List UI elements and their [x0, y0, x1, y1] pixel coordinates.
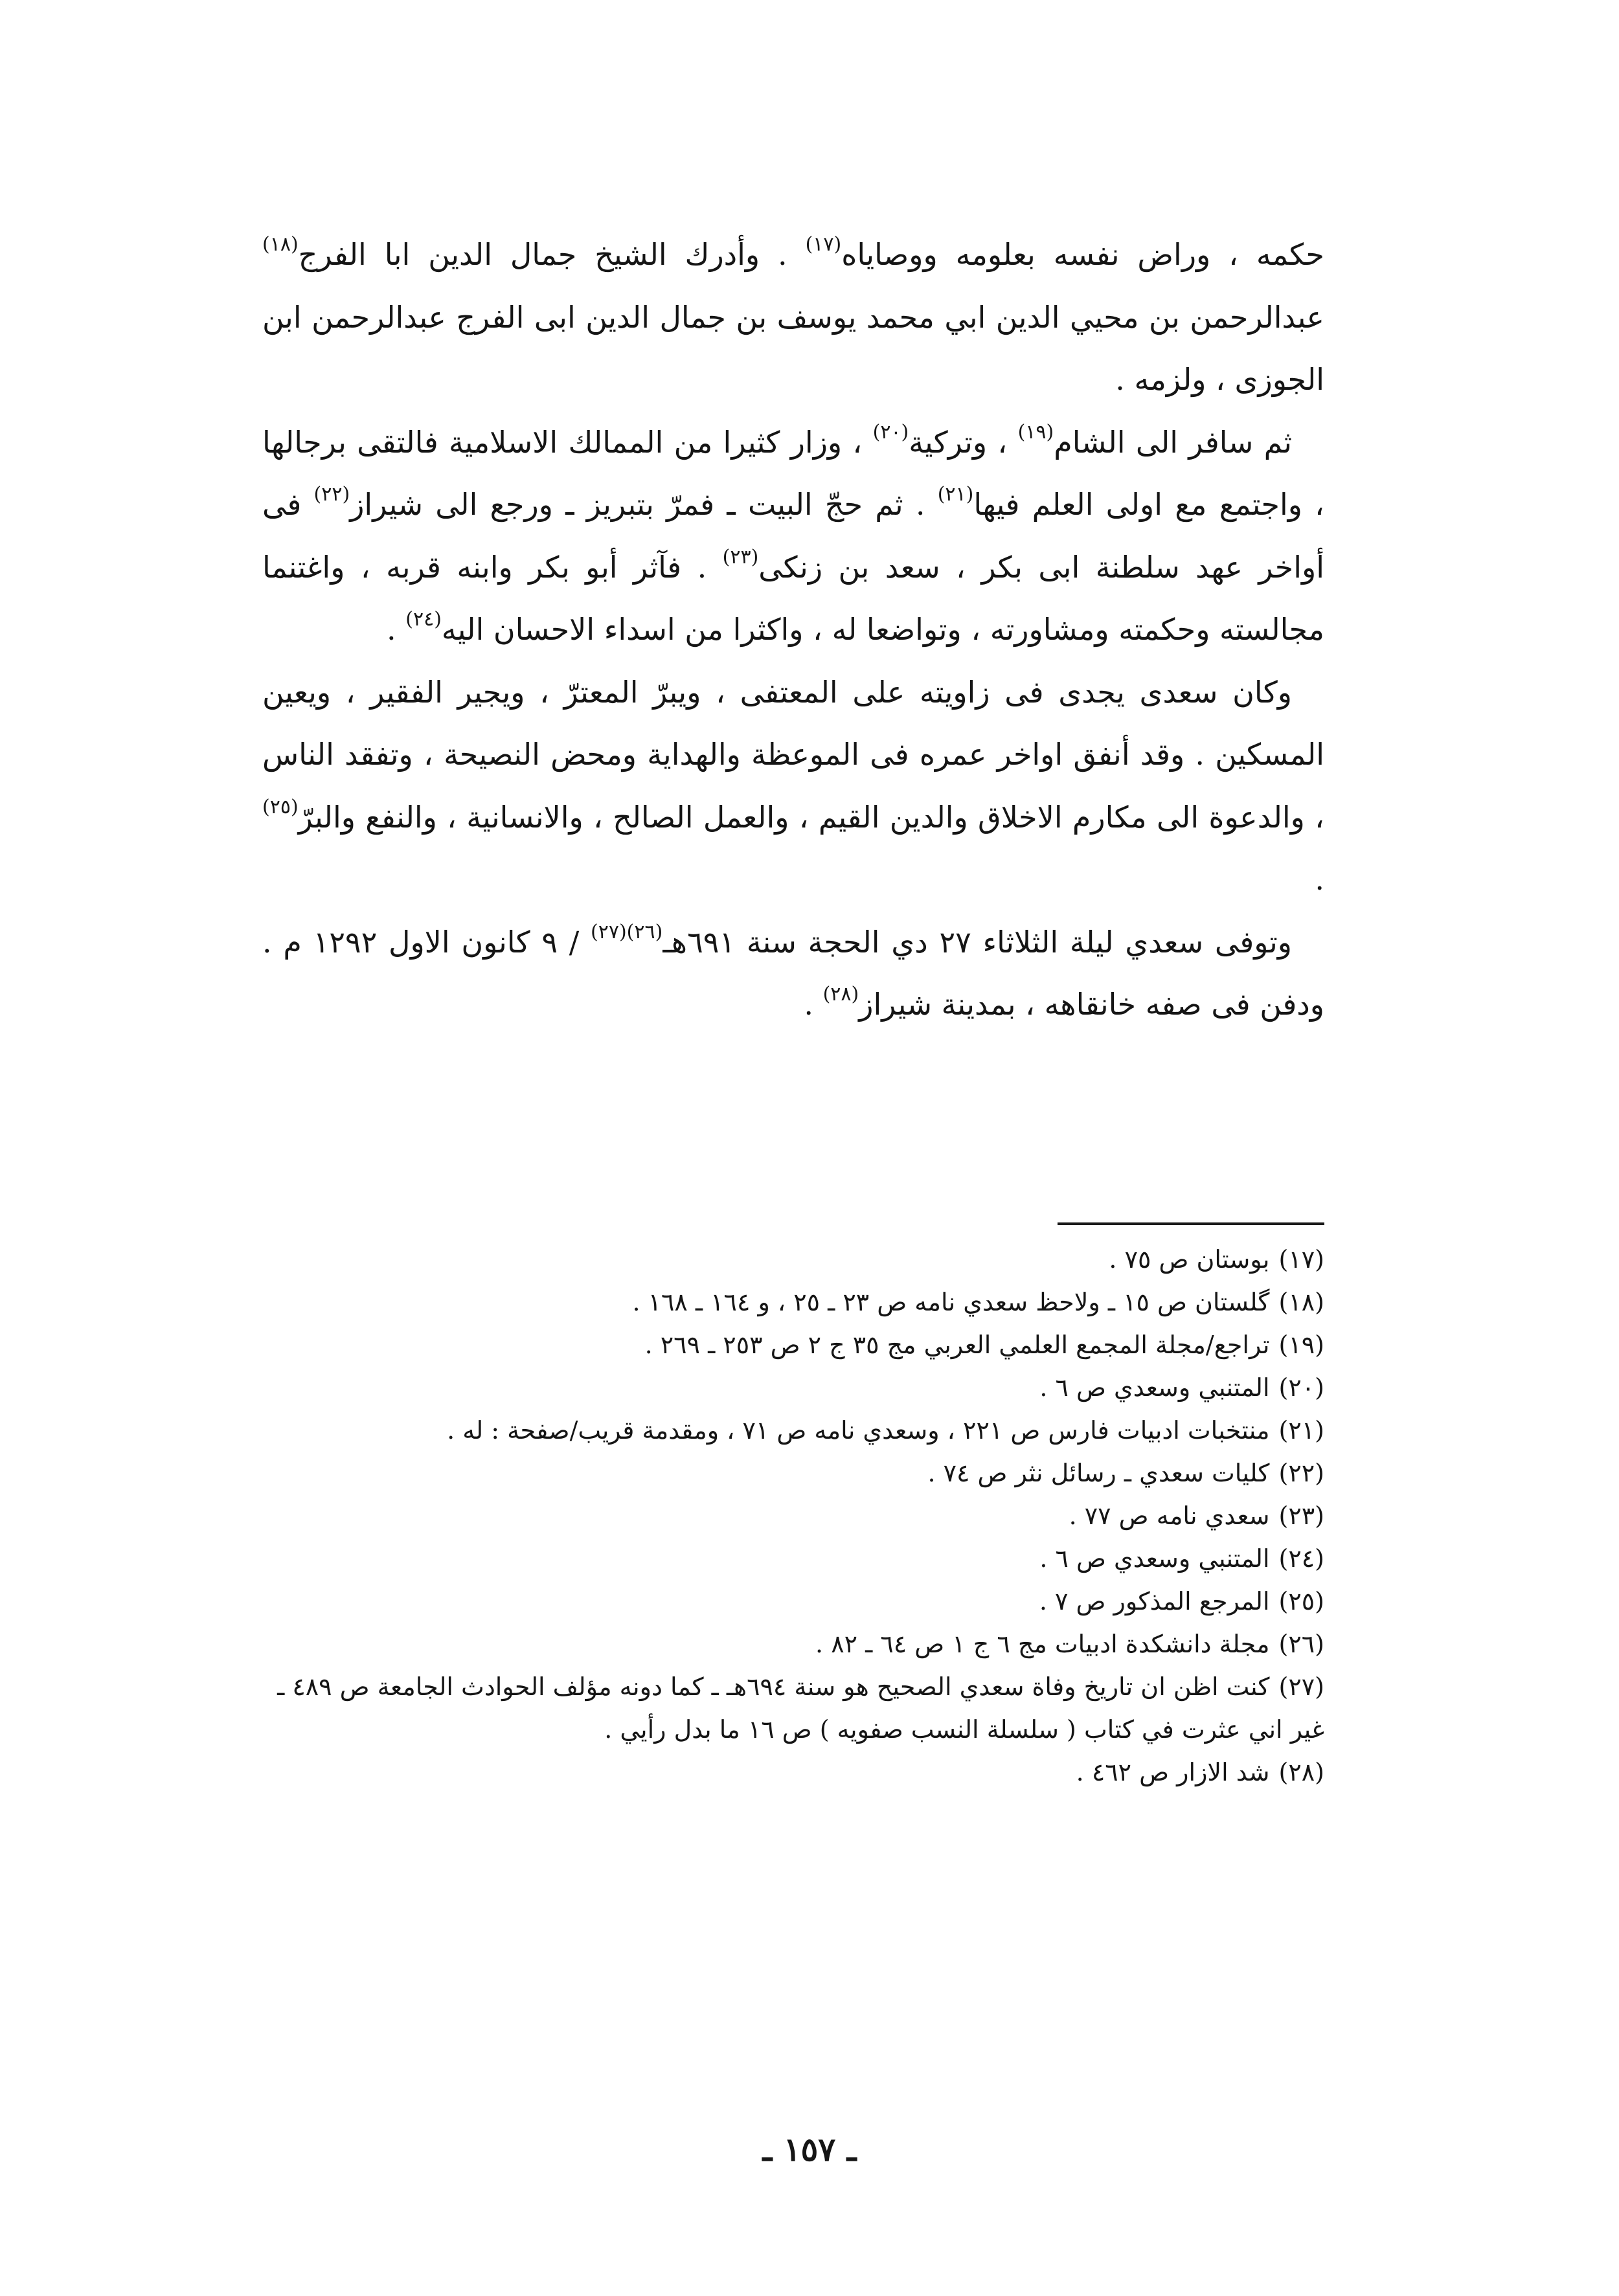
body-paragraph	[262, 411, 1324, 661]
body-text-run: وكان سعدى يجدى فى زاويته على المعتفى ، ويبرّ المعترّ ، ويجير الفقير ، ويعين المسكين . وقد أنفق اواخر عمره فى الموعظة والهداية ومحض النصيحة ، وتفقد الناس ، والدعوة الى مكارم الاخلاق والدين القيم ، والعمل الصالح ، والانسانية ، والنفع والبرّ	[262, 674, 1324, 835]
body-paragraph	[262, 661, 1324, 911]
footnote-reference: (٢٣)	[722, 545, 759, 568]
footnote-text: المتنبي وسعدي ص ٦ .	[1039, 1373, 1270, 1402]
footnote	[262, 1452, 1324, 1494]
footnote	[262, 1238, 1324, 1281]
footnote-text: منتخبات ادبيات فارس ص ٢٢١ ، وسعدي نامه ص ٧١ ، ومقدمة قريب/صفحة : له .	[447, 1416, 1270, 1445]
body-paragraph	[262, 911, 1324, 1036]
footnote-reference: (٢٥)	[262, 795, 299, 818]
footnote	[262, 1751, 1324, 1794]
footnote-number: (٢١)	[1278, 1416, 1324, 1445]
body-text-run: / ٩ كانون الاول ١٢٩٢ م . ودفن فى صفه خانقاهه ، بمدينة شيراز	[262, 924, 1324, 1022]
footnote-reference: (٢٠)	[872, 420, 909, 444]
footnote-text: شد الازار ص ٤٦٢ .	[1076, 1758, 1270, 1786]
footnotes-section	[262, 1238, 1324, 1794]
footnote-number: (٢٥)	[1278, 1587, 1324, 1615]
footnote-number: (٢٧)	[1278, 1672, 1324, 1701]
footnote	[262, 1665, 1324, 1751]
body-text-run: عبدالرحمن بن محيي الدين ابي محمد يوسف بن جمال الدين ابى الفرج عبدالرحمن ابن الجوزى ، ولزمه .	[262, 299, 1324, 397]
footnote-text: گلستان ص ١٥ ـ ولاحظ سعدي نامه ص ٢٣ ـ ٢٥ ، و ١٦٤ ـ ١٦٨ .	[632, 1288, 1270, 1316]
footnote-number: (٢٤)	[1278, 1544, 1324, 1573]
footnote-number: (١٧)	[1278, 1245, 1324, 1274]
footnote-number: (٢٣)	[1278, 1502, 1324, 1530]
footnote-text: تراجع/مجلة المجمع العلمي العربي مج ٣٥ ج ٢ ص ٢٥٣ ـ ٢٦٩ .	[644, 1331, 1270, 1359]
footnote-reference: (٢٨)	[822, 983, 859, 1006]
body-text-run: ، وزار كثيرا من الممالك الاسلامية فالتقى برجالها ، واجتمع مع اولى العلم فيها	[262, 424, 1324, 522]
footnote-text: مجلة دانشكدة ادبيات مج ٦ ج ١ ص ٦٤ ـ ٨٢ .	[815, 1630, 1270, 1658]
footnote-text: سعدي نامه ص ٧٧ .	[1069, 1502, 1270, 1530]
footnote-number: (٢٦)	[1278, 1630, 1324, 1658]
footnote	[262, 1366, 1324, 1409]
body-text-run: . ثم حجّ البيت ـ فمرّ بتبريز ـ ورجع الى شيراز	[350, 487, 938, 522]
footnote-text: بوستان ص ٧٥ .	[1109, 1245, 1270, 1274]
body-text-run: . فآثر أبو بكر وابنه قربه ، واغتنما مجالسته وحكمته ومشاورته ، وتواضعا له ، واكثرا من اسداء الاحسان اليه	[262, 549, 1324, 647]
footnote-reference: (٢١)	[937, 483, 974, 506]
footnote	[262, 1323, 1324, 1366]
footnote-number: (٢٠)	[1278, 1373, 1324, 1402]
footnote-reference: (١٨)	[262, 233, 299, 256]
footnote	[262, 1537, 1324, 1580]
footnote-text: المرجع المذكور ص ٧ .	[1039, 1587, 1270, 1615]
footnote-text: كليات سعدي ـ رسائل نثر ص ٧٤ .	[927, 1459, 1270, 1487]
body-text-run: .	[1315, 862, 1324, 897]
body-text-run: فى أواخر عهد سلطنة ابى بكر ، سعد بن زنكى	[262, 487, 1324, 585]
footnote-text: المتنبي وسعدي ص ٦ .	[1039, 1544, 1270, 1573]
footnote	[262, 1623, 1324, 1665]
body-text-run: .	[387, 612, 406, 647]
footnote	[262, 1409, 1324, 1452]
footnote-reference: (١٧)	[805, 233, 842, 256]
footnote-text: كنت اظن ان تاريخ وفاة سعدي الصحيح هو سنة ٦٩٤هـ ـ كما دونه مؤلف الحوادث الجامعة ص ٤٨٩ ـ غير اني عثرت في كتاب ( سلسلة النسب صفويه ) ص ١٦ ما بدل رأيي .	[277, 1672, 1324, 1744]
footnote-separator-rule	[1058, 1222, 1324, 1225]
body-text-run: حكمه ، وراض نفسه بعلومه ووصاياه	[841, 237, 1324, 272]
page-number: ـ ١٥٧ ـ	[762, 2130, 857, 2168]
footnote-number: (٢٢)	[1278, 1459, 1324, 1487]
footnote-reference: (٢٦)(٢٧)	[591, 920, 663, 943]
footnote	[262, 1580, 1324, 1623]
body-text-run: ، وتركية	[909, 424, 1018, 460]
main-body-text	[262, 223, 1324, 1036]
body-text-run: وتوفى سعدي ليلة الثلاثاء ٢٧ دي الحجة سنة ٦٩١هـ	[662, 924, 1293, 960]
body-paragraph	[262, 223, 1324, 411]
body-text-run: . وأدرك الشيخ جمال الدين ابا الفرج	[298, 237, 806, 272]
footnote-reference: (٢٢)	[313, 483, 350, 506]
body-text-run: .	[804, 987, 823, 1022]
footnote	[262, 1494, 1324, 1537]
footnote-number: (١٩)	[1278, 1331, 1324, 1359]
footnote-number: (٢٨)	[1278, 1758, 1324, 1786]
body-text-run: ثم سافر الى الشام	[1054, 424, 1292, 460]
footnote-reference: (١٩)	[1017, 420, 1054, 444]
footnote	[262, 1281, 1324, 1323]
footnote-number: (١٨)	[1278, 1288, 1324, 1316]
footnote-reference: (٢٤)	[405, 608, 442, 631]
